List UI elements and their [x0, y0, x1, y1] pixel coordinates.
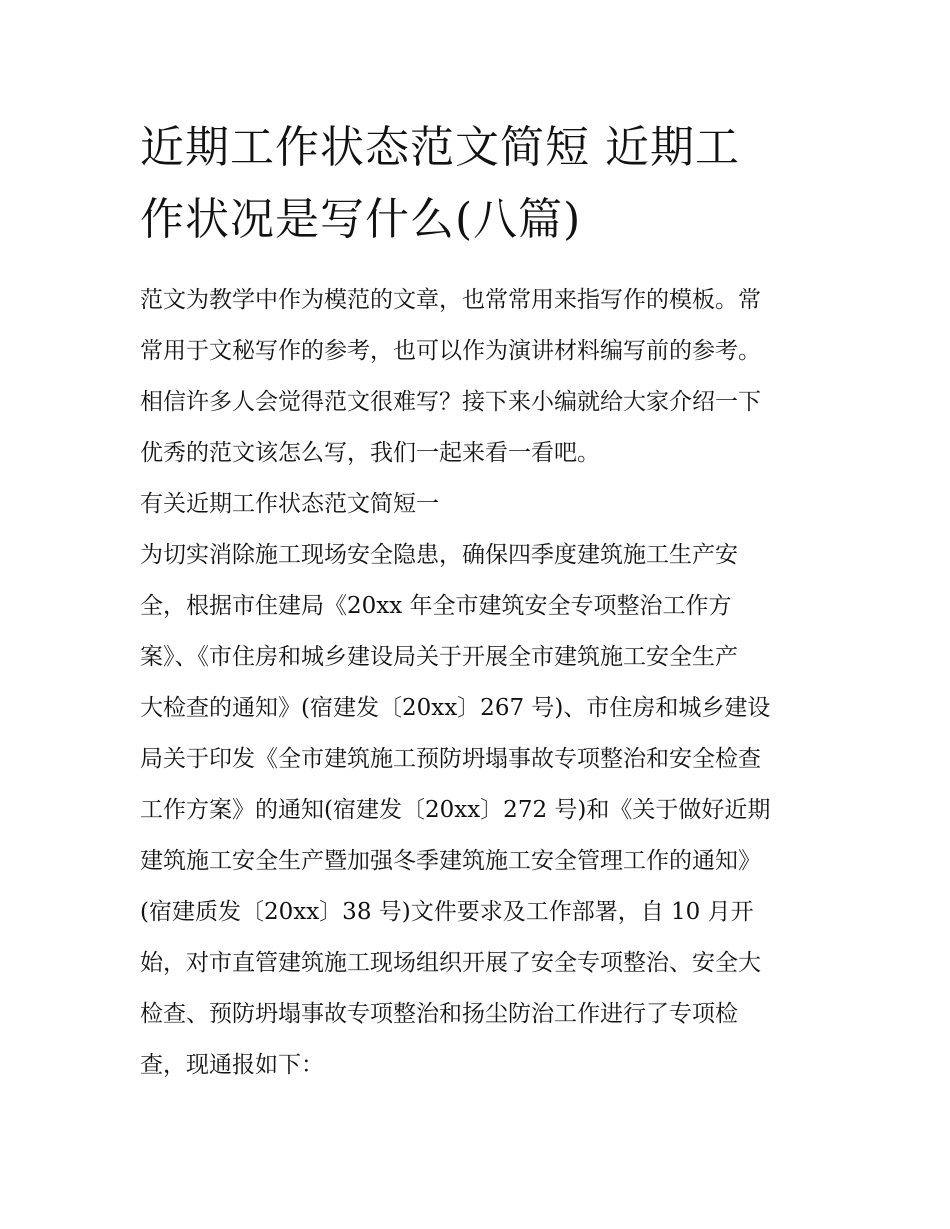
section-paragraph-line-2: 全，根据市住建局《20xx 年全市建筑安全专项整治工作方: [140, 593, 732, 619]
section-paragraph-line-8: (宿建质发〔20xx〕38 号)文件要求及工作部署，自 10 月开: [140, 899, 754, 925]
section-paragraph-line-4: 大检查的通知》(宿建发〔20xx〕267 号)、市住房和城乡建设: [140, 695, 771, 721]
section-paragraph-line-1: 为切实消除施工现场安全隐患，确保四季度建筑施工生产安: [140, 542, 738, 568]
section-paragraph-line-9: 始，对市直管建筑施工现场组织开展了安全专项整治、安全大: [140, 950, 761, 976]
intro-paragraph-line-4: 优秀的范文该怎么写，我们一起来看一看吧。: [140, 440, 600, 466]
section-paragraph-line-6: 工作方案》的通知(宿建发〔20xx〕272 号)和《关于做好近期: [140, 797, 771, 823]
intro-paragraph-line-2: 常用于文秘写作的参考，也可以作为演讲材料编写前的参考。: [140, 338, 761, 364]
section-paragraph-line-3: 案》、《市住房和城乡建设局关于开展全市建筑施工安全生产: [140, 644, 738, 670]
title-line-1: 近期工作状态范文简短 近期工: [140, 122, 740, 173]
title-line-2: 作状况是写什么(八篇): [140, 194, 582, 245]
intro-paragraph-line-3: 相信许多人会觉得范文很难写？接下来小编就给大家介绍一下: [140, 389, 761, 415]
section-paragraph-line-5: 局关于印发《全市建筑施工预防坍塌事故专项整治和安全检查: [140, 746, 761, 772]
section-heading: 有关近期工作状态范文简短一: [140, 491, 439, 517]
section-paragraph-line-7: 建筑施工安全生产暨加强冬季建筑施工安全管理工作的通知》: [140, 848, 761, 874]
section-paragraph-line-11: 查，现通报如下：: [140, 1052, 324, 1078]
section-paragraph-line-10: 检查、预防坍塌事故专项整治和扬尘防治工作进行了专项检: [140, 1001, 738, 1027]
document-title: [140, 112, 820, 256]
intro-paragraph-line-1: 范文为教学中作为模范的文章，也常常用来指写作的模板。常: [140, 287, 761, 313]
